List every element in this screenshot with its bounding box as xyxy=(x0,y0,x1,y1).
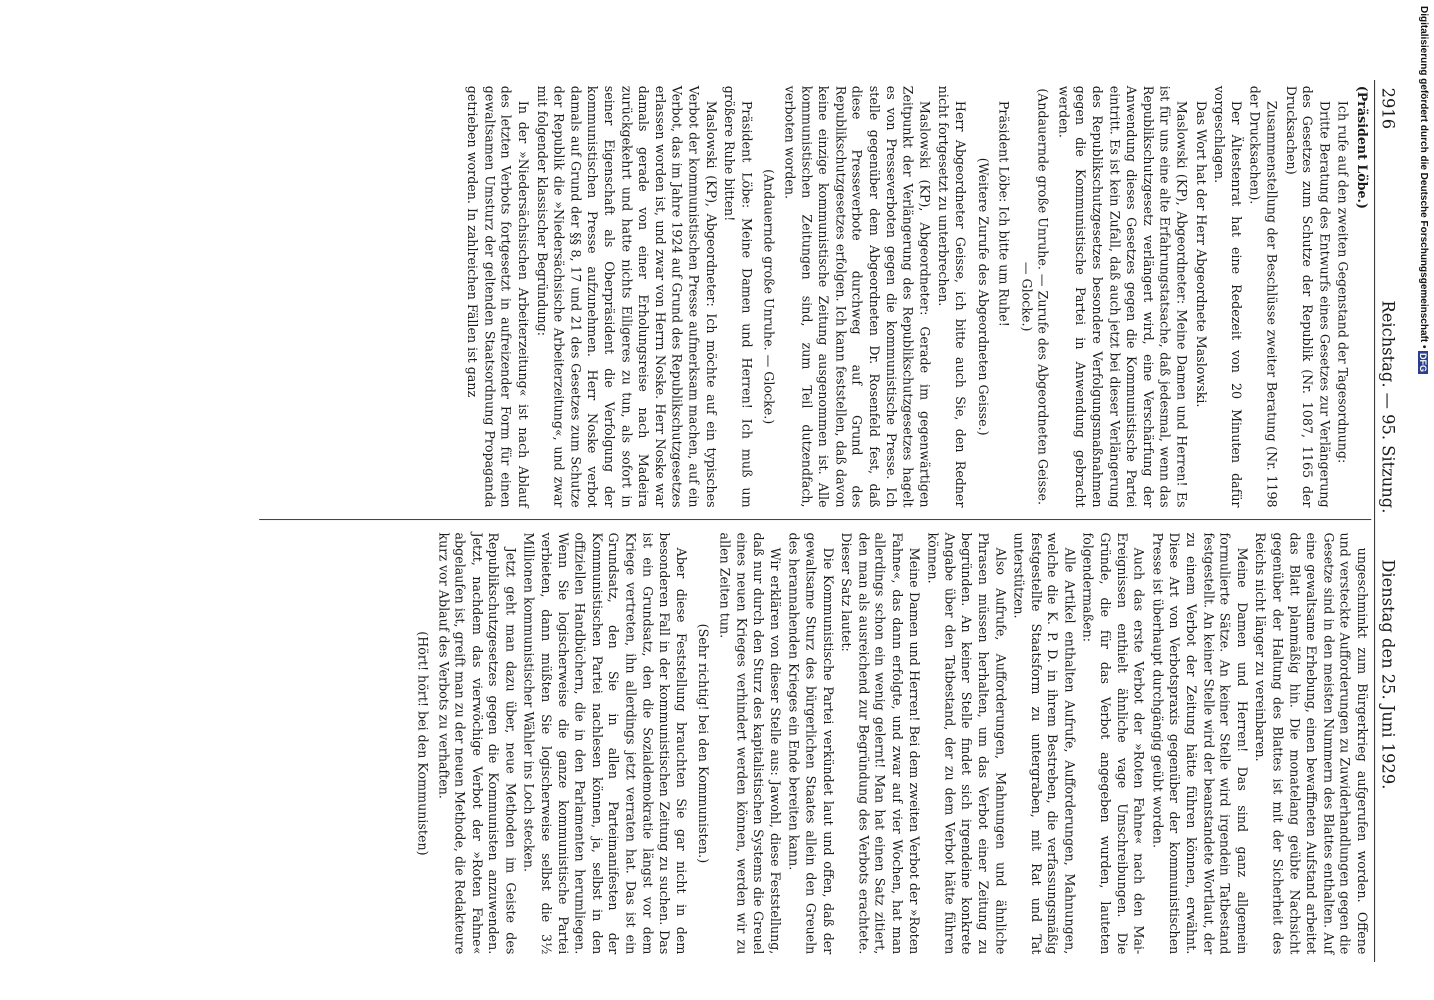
left-column-paragraph: In der »Niedersächsischen Arbeiterzeitung« ist nach Ablauf des letzten Verbots fortgesetzt in aufreizender Form für einen gewaltsamen Umsturz der geltenden Staatsordnung Propaganda getrieben worden. In zahlreichen Fällen ist ganz xyxy=(464,85,530,508)
right-column-paragraph: (Sehr richtig! bei den Kommunisten.) xyxy=(695,623,711,864)
right-column xyxy=(407,533,1369,955)
left-column-paragraph: Herr Abgeordneter Geisse, ich bitte auch Sie, den Redner nicht fortgesetzt zu unterbrechen. xyxy=(935,85,967,508)
dfg-logo: DFG xyxy=(1418,353,1428,373)
right-column-paragraph: Die Kommunistische Partei verkündet laut und offen, daß der gewaltsame Sturz des bürgerlichen Staates allein den Greueln des herannahenden Krieges ein Ende bereiten kann. xyxy=(785,532,834,955)
left-column-paragraph: (Weitere Zurufe des Abgeordneten Geisse.) xyxy=(974,157,990,436)
right-column-paragraph: (Hört! hört! bei den Kommunisten) xyxy=(414,631,429,856)
left-column-paragraph: Maslowski (KP), Abgeordneter: Ich möchte auf ein typisches Verbot der kommunistischen Presse aufmerksam machen, auf ein Verbot, das im Jahre 1924 auf Grund des Republikschutzgesetzes erlassen worden ist, und zwar von Herrn Noske. Herr Noske war damals gerade von einer Erholungsreise nach Madeira zurückgekehrt und hatte nichts Eiligeres zu tun, als sofort in seiner Eigenschaft als Oberpräsident die Verfolgung der kommunistischen Presse aufzunehmen. Herr Noske verbot damals auf Grund der §§ 8, 17 und 21 des Gesetzes zum Schutze der Republik die »Niedersächsische Arbeiterzeitung«, und zwar mit folgender klassischer Begründung: xyxy=(533,85,718,508)
left-column-paragraph: Präsident Löbe: Ich bitte um Ruhe! xyxy=(995,100,1010,327)
left-column-paragraph: Der Ältestenrat hat eine Redezeit von 20 Minuten dafür vorgeschlagen. xyxy=(1211,85,1243,508)
right-column-paragraph: Meine Damen und Herren! Das sind ganz allgemein formulierte Sätze. An keiner Stelle wird irgendein Tatbestand festgestellt. An keiner Stelle wird der beanstandete Wortlaut, der zu einem Verbot der Zeitung hätte führen können, erwähnt. Diese Art von Verbotspraxis gegenüber der kommunistischen Presse ist überhaupt durchgängig geübt worden. xyxy=(1149,532,1249,955)
right-column-paragraph: Aber diese Feststellung brauchten Sie gar nicht in dem besonderen Fall in der kommunistischen Zeitung zu suchen. Das ist ein Grundsatz, den die Sozialdemokratie längst vor dem Kriege vertreten, ihn allerdings jetzt verraten hat. Das ist ein Grundsatz, den Sie in allen Parteimanifesten der Kommunistischen Partei nachlesen können, ja, selbst in den offiziellen Handbüchern, die in den Parlamenten herumliegen. Wenn Sie logischerweise die ganze kommunistische Partei verbieten, dann müßten Sie logischerweise selbst die 3½ Millionen kommunistischer Wähler ins Loch stecken. xyxy=(521,532,688,955)
document-page xyxy=(230,80,1400,962)
page-content xyxy=(230,80,1400,962)
left-column-paragraph: Maslowski (KP), Abgeordneter: Gerade im gegenwärtigen Zeitpunkt der Verlängerung des Republikschutzgesetzes hagelt es von Presseverboten gegen die kommunistische Presse. Ich stelle gegenüber dem Abgeordneten Dr. Rosenfeld fest, daß diese Presseverbote durchweg auf Grund des Republikschutzgesetzes erfolgen. Ich kann feststellen, daß davon keine einzige kommunistische Zeitung ausgenommen ist. Alle kommunistischen Zeitungen sind, zum Teil dutzendfach, verboten worden. xyxy=(781,85,931,508)
page-number: 2916 xyxy=(1377,87,1398,130)
right-column-paragraph: Auch das erste Verbot der »Roten Fahne« nach den Mai-Ereignissen enthielt ähnliche vage Umschreibungen. Die Gründe, die für das Verbot angegeben wurden, lauteten folgendermaßen: xyxy=(1080,532,1146,955)
left-column-paragraph: Maslowski (KP), Abgeordneter: Meine Damen und Herren! Es ist für uns eine alte Erfahrungstatsache, daß jedesmal, wenn das Republikschutzgesetz verlängert wird, eine Verschärfung der Anwendung dieses Gesetzes gegen die Kommunistische Partei eintritt. Es ist kein Zufall, daß auch jetzt bei dieser Verlängerung des Republikschutzgesetzes besondere Verfolgungsmaßnahmen gegen die Kommunistische Partei in Anwendung gebracht werden. xyxy=(1055,85,1189,508)
column-divider xyxy=(259,519,1371,520)
right-column-paragraph: Wir erklären von dieser Stelle aus: Jawohl, diese Feststellung, daß nur durch den Sturz des kapitalistischen Systems die Greuel eines neuen Krieges verhindert werden können, werden wir zu allen Zeiten tun. xyxy=(716,532,782,955)
page-header xyxy=(1374,80,1400,962)
left-column-paragraph: (Andauernde große Unruhe. — Glocke.) xyxy=(760,169,776,425)
digitization-text: Digitalisierung gefördert durch die Deutsche Forschungsgemeinschaft • xyxy=(1418,6,1429,349)
digitization-note xyxy=(1418,6,1429,374)
left-column-paragraph: Präsident Löbe: Meine Damen und Herren! Ich muß um größere Ruhe bitten! xyxy=(721,85,753,508)
right-column-paragraph: Also Aufrufe, Aufforderungen, Mahnungen und ähnliche Phrasen müssen herhalten, um das Verbot einer Zeitung zu begründen. An keiner Stelle findet sich irgendeine konkrete Angabe über den Tatbestand, der zu dem Verbot hätte führen können. xyxy=(924,532,1007,955)
header-session: Reichstag. — 95. Sitzung. xyxy=(1377,300,1398,514)
left-column-paragraph: Zusammenstellung der Beschlüsse zweiter Beratung (Nr. 1198 der Drucksachen). xyxy=(1247,85,1279,508)
right-column-paragraph: Alle Artikel enthalten Aufrufe, Aufforderungen, Mahnungen, welche die K. P. D. in ihrem Bestreben, die verfassungsmäßig festgestellte Staatsform zu untergraben, mit Rat und Tat unterstützen. xyxy=(1010,532,1076,955)
right-column-paragraph: Meine Damen und Herren! Bei dem zweiten Verbot der »Roten Fahne«, das dann erfolgte, und zwar auf vier Wochen, hat man allerdings schon ein wenig gelernt! Man hat einen Satz zitiert, den man als ausreichend zur Begründung des Verbots erachtete. Dieser Satz lautet: xyxy=(838,532,921,955)
left-column-paragraph: Ich rufe auf den zweiten Gegenstand der Tagesordnung: xyxy=(1335,100,1350,464)
left-column-paragraph: (Andauernde große Unruhe. — Zurufe des Abgeordneten Geisse. — Glocke.) xyxy=(1018,88,1050,505)
header-date: Dienstag den 25. Juni 1929. xyxy=(1377,559,1398,790)
left-column-paragraph: Dritte Beratung des Entwurfs eines Gesetzes zur Verlängerung des Gesetzes zum Schutze der Republik (Nr. 1087, 1165 der Drucksachen) xyxy=(1282,85,1331,508)
right-column-paragraph: Jetzt geht man dazu über, neue Methoden im Geiste des Republikschutzgesetzes gegen die Kommunisten anzuwenden. Jetzt, nachdem das vierwöchige Verbot der »Roten Fahne« abgelaufen ist, greift man zu der neuen Methode, die Redakteure kurz vor Ablauf des Verbots zu verhaften. xyxy=(435,532,517,955)
left-column-paragraph: Das Wort hat der Herr Abgeordnete Maslowski. xyxy=(1192,100,1207,408)
left-column xyxy=(461,86,1369,508)
left-column-paragraph: (Präsident Löbe.) xyxy=(1353,85,1369,209)
right-column-paragraph: ungeschminkt zum Bürgerkrieg aufgerufen worden. Offene und versteckte Aufforderungen zu Zuwiderhandlungen gegen die Gesetze sind in den meisten Nummern des Blattes enthalten. Auf eine gewaltsame Erhebung, einen bewaffneten Aufstand arbeitet das Blatt planmäßig hin. Die monatelang geübte Nachsicht gegenüber der Haltung des Blattes ist mit der Sicherheit des Reichs nicht länger zu vereinbaren. xyxy=(1252,532,1369,955)
